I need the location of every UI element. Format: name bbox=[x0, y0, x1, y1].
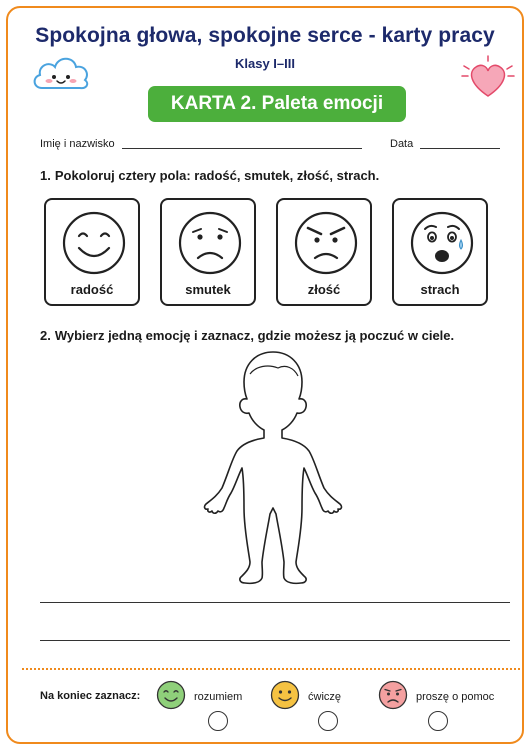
name-label: Imię i nazwisko bbox=[40, 138, 115, 150]
emotion-card-anger[interactable] bbox=[276, 198, 372, 306]
answer-line-1[interactable] bbox=[40, 602, 510, 603]
self-assessment-label: Na koniec zaznacz: bbox=[40, 690, 141, 702]
page-subtitle: Klasy I–III bbox=[235, 56, 295, 71]
option-help-checkbox[interactable] bbox=[428, 711, 448, 731]
emotion-label: radość bbox=[70, 282, 114, 297]
date-field[interactable] bbox=[420, 148, 500, 149]
worksheet-page bbox=[6, 6, 524, 744]
option-understand-checkbox[interactable] bbox=[208, 711, 228, 731]
task-2 bbox=[40, 328, 454, 343]
yellow-smile-icon bbox=[270, 680, 300, 710]
scared-face-icon bbox=[409, 210, 475, 276]
angry-face-icon bbox=[293, 210, 359, 276]
divider bbox=[22, 668, 524, 670]
task-2-text: Wybierz jedną emocję i zaznacz, gdzie możesz ją poczuć w ciele. bbox=[54, 328, 455, 343]
emotion-card-joy[interactable] bbox=[44, 198, 140, 306]
option-help-label: proszę o pomoc bbox=[416, 691, 495, 703]
red-worried-icon bbox=[378, 680, 408, 710]
child-body-outline-icon[interactable] bbox=[198, 348, 348, 588]
task-1 bbox=[40, 168, 379, 183]
happy-face-icon bbox=[61, 210, 127, 276]
page-title: Spokojna głowa, spokojne serce - karty pracy bbox=[35, 24, 495, 47]
emotion-label: złość bbox=[307, 282, 341, 297]
emotion-label: smutek bbox=[185, 282, 231, 297]
sad-face-icon bbox=[177, 210, 243, 276]
task-1-text: Pokoloruj cztery pola: radość, smutek, złość, strach. bbox=[54, 168, 380, 183]
emotion-card-fear[interactable] bbox=[392, 198, 488, 306]
task-2-number: 2. bbox=[40, 328, 51, 343]
date-label: Data bbox=[390, 138, 414, 150]
option-practice-label: ćwiczę bbox=[308, 691, 342, 703]
card-banner: KARTA 2. Paleta emocji bbox=[148, 86, 406, 122]
task-1-number: 1. bbox=[40, 168, 51, 183]
option-practice-checkbox[interactable] bbox=[318, 711, 338, 731]
name-field[interactable] bbox=[122, 148, 362, 149]
answer-line-2[interactable] bbox=[40, 640, 510, 641]
emotion-label: strach bbox=[420, 282, 460, 297]
emotion-card-sadness[interactable] bbox=[160, 198, 256, 306]
green-smile-icon bbox=[156, 680, 186, 710]
heart-icon bbox=[458, 54, 518, 102]
option-understand-label: rozumiem bbox=[194, 691, 243, 703]
cloud-icon bbox=[30, 50, 92, 94]
